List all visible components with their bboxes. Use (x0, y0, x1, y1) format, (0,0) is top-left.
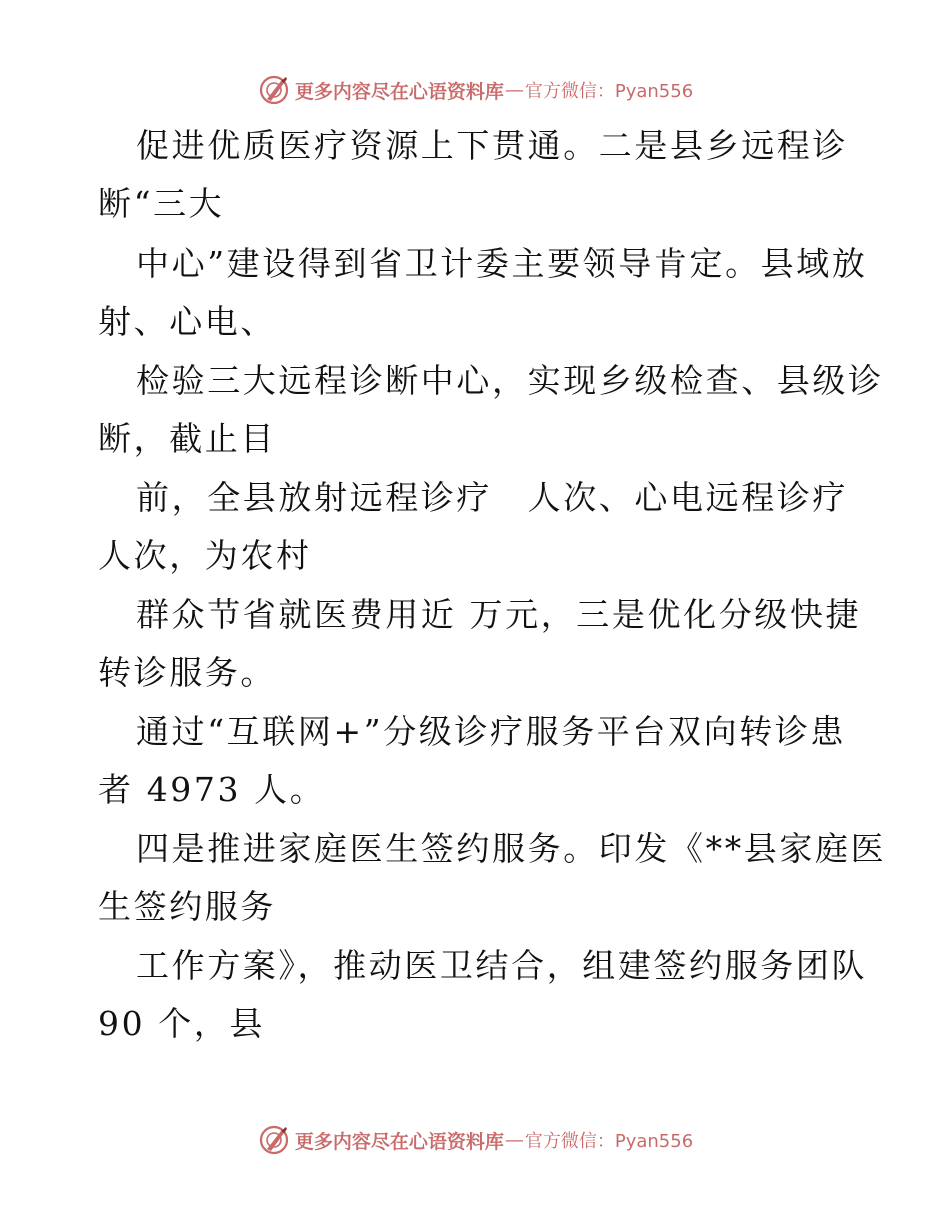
body-line: 断，截止目 (98, 419, 276, 458)
body-line: 前，全县放射远程诊疗 人次、心电远程诊疗 (136, 478, 848, 517)
body-line: 工作方案》，推动医卫结合，组建签约服务团队 (136, 946, 868, 985)
body-line: 90 个，县 (98, 1004, 266, 1043)
brand-logo-icon (257, 1123, 291, 1157)
body-line: 中心”建设得到省卫计委主要领导肯定。县域放 (136, 244, 868, 283)
brand-logo-icon (257, 73, 291, 107)
body-line: 转诊服务。 (98, 653, 276, 692)
footer-contact-text: 官方微信：Pyan556 (524, 1131, 694, 1152)
footer-brand-text: 更多内容尽在心语资料库 (294, 1130, 504, 1153)
header-watermark (0, 70, 950, 110)
body-line: 人次，为农村 (98, 536, 312, 575)
body-line: 生签约服务 (98, 887, 276, 926)
footer-separator: — (504, 1129, 524, 1151)
body-line: 者 4973 人。 (98, 770, 326, 809)
header-contact-text: 官方微信：Pyan556 (524, 81, 694, 102)
footer-watermark (0, 1120, 950, 1160)
body-line: 断“三大 (98, 184, 225, 223)
body-line: 通过“互联网+”分级诊疗服务平台双向转诊患 (136, 712, 846, 751)
body-line: 群众节省就医费用近 万元，三是优化分级快捷 (136, 595, 862, 634)
body-line: 四是推进家庭医生签约服务。印发《**县家庭医 (136, 829, 887, 868)
header-brand-text: 更多内容尽在心语资料库 (294, 80, 504, 103)
body-line: 射、心电、 (98, 302, 276, 341)
body-line: 检验三大远程诊断中心，实现乡级检查、县级诊 (136, 361, 884, 400)
body-line: 促进优质医疗资源上下贯通。二是县乡远程诊 (136, 126, 848, 165)
header-separator: — (504, 79, 524, 101)
